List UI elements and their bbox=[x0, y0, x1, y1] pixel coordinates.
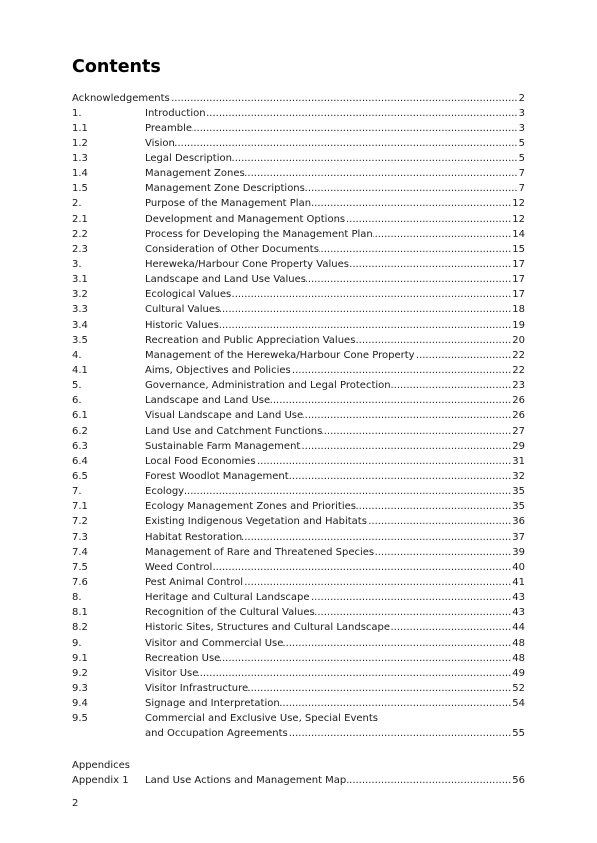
toc-leader-dots bbox=[391, 378, 512, 393]
toc-entry-title: Land Use and Catchment Functions bbox=[145, 425, 323, 437]
toc-entry bbox=[72, 91, 525, 106]
toc-entry bbox=[72, 302, 525, 317]
toc-entry-title: Purpose of the Management Plan bbox=[145, 198, 312, 210]
toc-entry-number: 4. bbox=[72, 349, 82, 361]
toc-leader-dots bbox=[256, 454, 512, 469]
toc-entry-number: 7.2 bbox=[72, 516, 88, 528]
toc-entry-title: Pest Animal Control bbox=[145, 577, 244, 588]
toc-entry bbox=[72, 590, 525, 605]
toc-leader-dots bbox=[373, 227, 511, 242]
toc-entry-title: Landscape and Land Use bbox=[145, 395, 271, 407]
toc-entry-number: 1.4 bbox=[72, 168, 88, 180]
toc-leader-dots bbox=[192, 121, 518, 136]
page-number: 2 bbox=[72, 798, 79, 809]
toc-entry bbox=[72, 545, 525, 560]
toc-entry-title: Ecological Values bbox=[145, 289, 232, 301]
toc-entry-number: 2.3 bbox=[72, 243, 88, 255]
toc-entry-title: Management Zones bbox=[145, 168, 245, 180]
toc-entry bbox=[72, 711, 525, 726]
toc-leader-dots bbox=[206, 106, 518, 121]
toc-leader-dots bbox=[198, 666, 511, 681]
toc-leader-dots bbox=[311, 196, 511, 211]
toc-leader-dots bbox=[280, 696, 512, 711]
toc-entry-page: 52 bbox=[512, 682, 525, 694]
toc-leader-dots bbox=[306, 272, 511, 287]
toc-entry bbox=[72, 530, 525, 545]
toc-entry-page: 12 bbox=[512, 213, 525, 225]
toc-leader-dots bbox=[367, 514, 511, 529]
toc-entry-page: 17 bbox=[512, 259, 525, 271]
toc-entry-page: 22 bbox=[512, 365, 525, 377]
toc-entry bbox=[72, 378, 525, 393]
toc-entry-page: 29 bbox=[512, 440, 525, 452]
toc-entry-number: 4.1 bbox=[72, 365, 88, 377]
toc-entry-title: Visitor Infrastructure bbox=[145, 682, 249, 694]
toc-entry bbox=[72, 166, 525, 181]
toc-entry-number: Appendix 1 bbox=[72, 774, 129, 786]
toc-leader-dots bbox=[289, 469, 512, 484]
toc-entry-number: 8.1 bbox=[72, 607, 88, 619]
toc-entry-page: 56 bbox=[512, 774, 525, 786]
toc-leader-dots bbox=[349, 257, 511, 272]
toc-entry-page: 19 bbox=[512, 319, 525, 331]
toc-leader-dots bbox=[355, 333, 511, 348]
toc-entry-page: 23 bbox=[512, 380, 525, 392]
toc-leader-dots bbox=[170, 91, 518, 106]
toc-entry-number: 6.1 bbox=[72, 410, 88, 422]
toc-entry bbox=[72, 620, 525, 635]
toc-entry-title: Forest Woodlot Management bbox=[145, 471, 289, 483]
toc-entry-number: 1.5 bbox=[72, 183, 88, 195]
toc-entry-page: 27 bbox=[512, 425, 525, 437]
toc-entry-page: 36 bbox=[512, 516, 525, 528]
toc-entry-page: 5 bbox=[518, 137, 525, 149]
toc-entry-page: 54 bbox=[512, 698, 525, 710]
toc-entry bbox=[72, 636, 525, 651]
toc-leader-dots bbox=[175, 136, 518, 151]
toc-entry-title: Historic Values bbox=[145, 319, 219, 331]
toc-entry-page: 26 bbox=[512, 410, 525, 422]
toc-entry-page: 55 bbox=[512, 728, 525, 740]
toc-entry-title: Ecology bbox=[145, 486, 185, 498]
toc-entry-number: 9.5 bbox=[72, 713, 88, 725]
toc-entry bbox=[72, 484, 525, 499]
toc-entry-number: 7. bbox=[72, 486, 82, 498]
toc-leader-dots bbox=[245, 166, 518, 181]
toc-entry-page: 32 bbox=[512, 471, 525, 483]
toc-entry-title: Recreation and Public Appreciation Values bbox=[145, 334, 356, 346]
toc-entry-page: 15 bbox=[512, 243, 525, 255]
toc-entry-number: 7.5 bbox=[72, 561, 88, 573]
toc-entry-number: 7.6 bbox=[72, 577, 88, 588]
toc-leader-dots bbox=[248, 681, 511, 696]
toc-leader-dots bbox=[219, 318, 511, 333]
toc-entry bbox=[72, 333, 525, 348]
toc-entry-title: Commercial and Exclusive Use, Special Events bbox=[145, 713, 378, 725]
toc-leader-dots bbox=[305, 181, 518, 196]
toc-entry-title: Acknowledgements bbox=[72, 92, 170, 104]
toc-entry-number: 1.1 bbox=[72, 122, 88, 134]
toc-entry bbox=[72, 212, 525, 227]
toc-entry-number: 6. bbox=[72, 395, 82, 407]
toc-entry-page: 12 bbox=[512, 198, 525, 210]
toc-entry-page: 48 bbox=[512, 652, 525, 664]
toc-entry bbox=[72, 696, 525, 711]
toc-entry-number: 3. bbox=[72, 259, 82, 271]
toc-leader-dots bbox=[322, 424, 511, 439]
toc-leader-dots bbox=[283, 636, 511, 651]
toc-leader-dots bbox=[415, 348, 512, 363]
toc-entry-title: Management of the Hereweka/Harbour Cone Property bbox=[145, 349, 415, 361]
toc-entry-number: 3.2 bbox=[72, 289, 88, 301]
appendices-heading: Appendices bbox=[72, 759, 131, 771]
toc-entry-page: 43 bbox=[512, 607, 525, 619]
toc-entry bbox=[72, 439, 525, 454]
toc-entry-number: 8. bbox=[72, 592, 82, 604]
toc-entry-title: Historic Sites, Structures and Cultural Landscape bbox=[145, 622, 391, 634]
toc-entry-title: Weed Control bbox=[145, 561, 213, 573]
toc-entry-title: Vision bbox=[145, 137, 175, 149]
toc-entry-number: 2. bbox=[72, 198, 82, 210]
toc-entry-title: Legal Description bbox=[145, 153, 232, 165]
toc-entry bbox=[72, 651, 525, 666]
toc-entry bbox=[72, 257, 525, 272]
toc-entry bbox=[72, 363, 525, 378]
toc-entry-number: 1.2 bbox=[72, 137, 88, 149]
toc-entry-page: 35 bbox=[512, 501, 525, 513]
toc-entry bbox=[72, 348, 525, 363]
toc-leader-dots bbox=[243, 575, 511, 590]
toc-entry-number: 7.3 bbox=[72, 531, 88, 543]
toc-entry-number: 2.2 bbox=[72, 228, 88, 240]
toc-entry-title: Landscape and Land Use Values bbox=[145, 274, 306, 286]
toc-entry-title: Ecology Management Zones and Priorities bbox=[145, 501, 356, 513]
toc-leader-dots bbox=[390, 620, 511, 635]
toc-entry-page: 43 bbox=[512, 592, 525, 604]
toc-entry-title-continued: and Occupation Agreements bbox=[145, 728, 288, 740]
toc-entry-number: 6.2 bbox=[72, 425, 88, 437]
toc-entry-page: 3 bbox=[518, 122, 525, 134]
toc-entry-page: 35 bbox=[512, 486, 525, 498]
toc-entry-title: Governance, Administration and Legal Protection bbox=[145, 380, 391, 392]
toc-leader-dots bbox=[374, 545, 511, 560]
toc-entry-number: 9. bbox=[72, 637, 82, 649]
toc-leader-dots bbox=[220, 302, 511, 317]
appendices-section bbox=[72, 758, 525, 788]
toc-entry-title: Management Zone Descriptions bbox=[145, 183, 305, 195]
toc-entry-number: 9.2 bbox=[72, 667, 88, 679]
toc-entry-page: 41 bbox=[512, 577, 525, 588]
appendices-list bbox=[72, 773, 525, 788]
toc-entry bbox=[72, 681, 525, 696]
toc-entry bbox=[72, 196, 525, 211]
toc-entry-title: Preamble bbox=[145, 122, 193, 134]
toc-entry-page: 49 bbox=[512, 667, 525, 679]
table-of-contents bbox=[72, 91, 525, 742]
toc-entry-title: Sustainable Farm Management bbox=[145, 440, 301, 452]
toc-entry bbox=[72, 318, 525, 333]
toc-entry-page: 18 bbox=[512, 304, 525, 316]
toc-entry bbox=[72, 227, 525, 242]
toc-entry bbox=[72, 514, 525, 529]
toc-leader-dots bbox=[288, 726, 512, 741]
toc-entry bbox=[72, 393, 525, 408]
toc-leader-dots bbox=[319, 242, 511, 257]
toc-leader-dots bbox=[315, 605, 512, 620]
toc-entry bbox=[72, 469, 525, 484]
toc-entry-title: Consideration of Other Documents bbox=[145, 243, 319, 255]
toc-entry bbox=[72, 106, 525, 121]
toc-leader-dots bbox=[184, 484, 511, 499]
toc-leader-dots bbox=[291, 363, 512, 378]
toc-entry bbox=[72, 424, 525, 439]
toc-entry-title: Local Food Economies bbox=[145, 455, 256, 467]
toc-leader-dots bbox=[356, 499, 511, 514]
toc-entry-number-spacer bbox=[72, 726, 145, 741]
toc-entry-title: Recognition of the Cultural Values bbox=[145, 607, 315, 619]
toc-entry-number: 2.1 bbox=[72, 213, 88, 225]
toc-entry bbox=[72, 408, 525, 423]
toc-entry bbox=[72, 151, 525, 166]
toc-entry-title: Development and Management Options bbox=[145, 213, 346, 225]
toc-entry-number: 3.4 bbox=[72, 319, 88, 331]
toc-entry-page: 2 bbox=[518, 92, 525, 104]
toc-leader-dots bbox=[231, 287, 511, 302]
toc-entry-page: 7 bbox=[518, 183, 525, 195]
page-title: Contents bbox=[72, 57, 161, 77]
toc-entry-title: Visitor and Commercial Use bbox=[145, 637, 284, 649]
toc-entry-page: 44 bbox=[512, 622, 525, 634]
toc-entry-number: 7.1 bbox=[72, 501, 88, 513]
toc-entry-number: 7.4 bbox=[72, 546, 88, 558]
toc-leader-dots bbox=[349, 773, 511, 788]
toc-entry bbox=[72, 773, 525, 788]
toc-entry-number: 3.1 bbox=[72, 274, 88, 286]
toc-entry-page: 17 bbox=[512, 289, 525, 301]
toc-entry bbox=[72, 605, 525, 620]
toc-entry bbox=[72, 136, 525, 151]
toc-entry-number: 6.3 bbox=[72, 440, 88, 452]
toc-entry-page: 5 bbox=[518, 153, 525, 165]
toc-entry-number: 9.3 bbox=[72, 682, 88, 694]
toc-entry-number: 6.4 bbox=[72, 455, 88, 467]
toc-entry bbox=[72, 181, 525, 196]
toc-entry bbox=[72, 560, 525, 575]
toc-leader-dots bbox=[232, 151, 518, 166]
toc-entry-page: 20 bbox=[512, 334, 525, 346]
toc-entry-number: 1. bbox=[72, 107, 82, 119]
toc-entry-number: 5. bbox=[72, 380, 82, 392]
toc-entry-title: Recreation Use bbox=[145, 652, 221, 664]
toc-entry-number: 9.4 bbox=[72, 698, 88, 710]
toc-entry-title: Land Use Actions and Management Map. bbox=[145, 774, 350, 786]
toc-entry-number: 1.3 bbox=[72, 153, 88, 165]
toc-entry-title: Visual Landscape and Land Use bbox=[145, 410, 304, 422]
toc-entry bbox=[72, 121, 525, 136]
toc-leader-dots bbox=[300, 439, 511, 454]
toc-entry-number: 8.2 bbox=[72, 622, 88, 634]
toc-entry-title: Heritage and Cultural Landscape bbox=[145, 592, 310, 604]
toc-entry-page: 40 bbox=[512, 561, 525, 573]
toc-entry-page: 31 bbox=[512, 455, 525, 467]
toc-entry-page: 22 bbox=[512, 349, 525, 361]
toc-entry-page: 14 bbox=[512, 228, 525, 240]
toc-leader-dots bbox=[220, 651, 511, 666]
toc-entry-title: Habitat Restoration bbox=[145, 531, 243, 543]
toc-entry-page: 17 bbox=[512, 274, 525, 286]
toc-entry-page: 39 bbox=[512, 546, 525, 558]
toc-entry-number: 3.3 bbox=[72, 304, 88, 316]
toc-entry-title: Management of Rare and Threatened Species bbox=[145, 546, 375, 558]
toc-entry bbox=[72, 242, 525, 257]
toc-entry-continuation bbox=[72, 726, 525, 741]
toc-entry-page: 3 bbox=[518, 107, 525, 119]
toc-leader-dots bbox=[270, 393, 511, 408]
toc-entry-number: 9.1 bbox=[72, 652, 88, 664]
toc-entry-number: 3.5 bbox=[72, 334, 88, 346]
toc-entry-page: 48 bbox=[512, 637, 525, 649]
toc-entry-title: Aims, Objectives and Policies bbox=[145, 365, 291, 377]
toc-entry bbox=[72, 272, 525, 287]
toc-entry-title: Existing Indigenous Vegetation and Habitats bbox=[145, 516, 367, 528]
toc-leader-dots bbox=[212, 560, 511, 575]
toc-entry-number: 6.5 bbox=[72, 471, 88, 483]
toc-entry-title: Cultural Values bbox=[145, 304, 221, 316]
toc-entry bbox=[72, 499, 525, 514]
toc-entry-page: 26 bbox=[512, 395, 525, 407]
toc-leader-dots bbox=[310, 590, 512, 605]
toc-entry-title: Hereweka/Harbour Cone Property Values bbox=[145, 259, 349, 271]
toc-entry-title: Signage and Interpretation bbox=[145, 698, 280, 710]
toc-leader-dots bbox=[345, 212, 511, 227]
toc-leader-dots bbox=[303, 408, 511, 423]
toc-entry-title: Visitor Use bbox=[145, 667, 199, 679]
toc-entry-page: 37 bbox=[512, 531, 525, 543]
toc-entry bbox=[72, 575, 525, 590]
toc-entry-page: 7 bbox=[518, 168, 525, 180]
toc-entry bbox=[72, 454, 525, 469]
toc-entry bbox=[72, 666, 525, 681]
toc-entry-title: Process for Developing the Management Plan bbox=[145, 228, 373, 240]
toc-entry bbox=[72, 287, 525, 302]
toc-leader-dots bbox=[242, 530, 511, 545]
toc-entry-title: Introduction bbox=[145, 107, 206, 119]
